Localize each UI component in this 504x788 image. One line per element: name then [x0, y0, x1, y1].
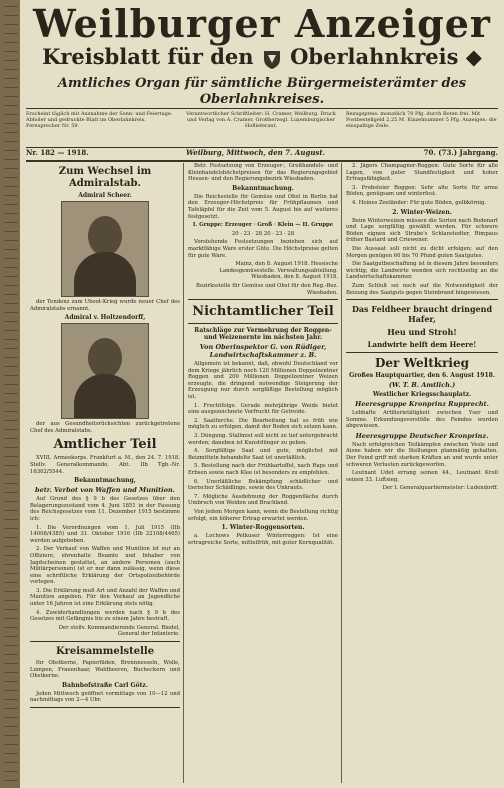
portrait-caption: Admiral Scheer. — [78, 192, 132, 199]
notice-address: Bahnhofstraße Carl Götz. — [62, 681, 148, 689]
binding-stitch — [4, 600, 18, 601]
binding-stitch — [4, 231, 18, 232]
dateline — [26, 146, 498, 162]
appeal-line: Heu und Stroh! — [387, 327, 457, 338]
binding-stitch — [4, 582, 18, 583]
binding-stitch — [4, 42, 18, 43]
section-rule — [188, 299, 338, 324]
binding-stitch — [4, 519, 18, 520]
binding-stitch — [4, 393, 18, 394]
section-heading: 1. Winter-Roggensorten. — [221, 524, 305, 532]
signature: Bezirksstelle für Gemüse und Obst für den Reg.-Bez. Wiesbaden. — [196, 282, 338, 296]
binding-stitch — [4, 357, 18, 358]
binding-stitch — [4, 609, 18, 610]
official-organ-line: Amtliches Organ für sämtliche Bürgermeisterämter des Oberlahnkreises. — [57, 75, 467, 107]
section-subheading: Heeresgruppe Kronprinz Rupprecht. — [355, 400, 489, 409]
paragraph: 3. Probsteier Roggen: Sehr alte Sorte für arme Böden, genügsam und winterfest. — [346, 184, 498, 198]
masthead — [20, 0, 504, 108]
binding-stitch — [4, 474, 18, 475]
binding-stitch — [4, 69, 18, 70]
paragraph: 7. Mögliche Ausdehnung der Roggenfläche durch Umbruch von Weiden und Brachland. — [188, 493, 338, 507]
binding-stitch — [4, 114, 18, 115]
paragraph: 4. Sorgfältige Saat und gute, möglichst mit Beizmitteln behandelte Saat ist unerläßlich. — [188, 448, 338, 461]
binding-stitch — [4, 744, 18, 745]
coat-of-arms-icon — [261, 48, 283, 70]
binding-stitch — [4, 780, 18, 781]
paragraph: Vorstehende Festsetzungen beziehen sich auf marktfähige Ware erster Güte. Die Höchstpreise gelten für gute Ware. — [188, 239, 338, 259]
binding-stitch — [4, 213, 18, 214]
subtitle-left: Kreisblatt für den — [42, 44, 254, 69]
binding-stitch — [4, 303, 18, 304]
binding-stitch — [4, 51, 18, 52]
book-binding — [0, 0, 20, 788]
binding-stitch — [4, 24, 18, 25]
binding-stitch — [4, 717, 18, 718]
binding-stitch — [4, 375, 18, 376]
paragraph: 3. Die Erklärung muß Art und Anzahl der Waffen und Munition angeben. Für den Verkauf an Jugendliche unter 16 Jahren ist eine Erklärung stets nötig. — [30, 587, 180, 608]
issue-number: Nr. 182 — 1918. — [26, 148, 89, 157]
binding-stitch — [4, 735, 18, 736]
paragraph: 6. Unerläßliche Bekämpfung schädlicher und tierischer Schädlinge, sowie des Unkrauts. — [188, 478, 338, 492]
paragraph: XVIII. Armeekorps. Frankfurt a. M., den 24. 7. 1918. Stellv. Generalkommando. Abt. IIb Tgb.-Nr. 16302/5544. — [30, 455, 180, 475]
article-heading: Ratschläge zur Vermehrung der Roggen- und Weizenernte im nächsten Jahr. — [194, 327, 332, 342]
diamond-icon: ◆ — [465, 44, 482, 69]
binding-stitch — [4, 141, 18, 142]
binding-stitch — [4, 87, 18, 88]
binding-stitch — [4, 312, 18, 313]
subtitle-right: Oberlahnkreis — [290, 44, 459, 69]
notice-heading: Kreisammelstelle — [55, 646, 155, 658]
hafer-appeal-box — [346, 299, 498, 353]
binding-stitch — [4, 384, 18, 385]
paragraph: Allgemein ist bekannt, daß, obwohl Deutschland vor dem Kriege jährlich noch 120 Millionen Doppelzentner Roggen und 200 Millionen Doppelzentner Weizen erzeugte, die dringend notwendige Steigerung der Erzeugung nur durch sorgfältige Bestellung möglich ist. — [188, 361, 338, 401]
binding-stitch — [4, 330, 18, 331]
binding-stitch — [4, 636, 18, 637]
portrait-text: der Tendenz zum Uboot-Krieg wurde neuer Chef des Admiralstabs ernannt. — [30, 299, 180, 312]
binding-stitch — [4, 753, 18, 754]
binding-stitch — [4, 204, 18, 205]
paragraph: Betr. Festsetzung von Erzeuger-, Großhandels- und Kleinhandelshöchstpreisen für das Regierungsgebiet Hessen- und den Regierungsbezirk Wiesbaden. — [188, 163, 338, 183]
binding-stitch — [4, 429, 18, 430]
binding-stitch — [4, 663, 18, 664]
amtlicher-teil-heading: Amtlicher Teil — [53, 437, 157, 453]
notice-box — [30, 641, 180, 708]
paragraph: 4. Zuwiderhandlungen werden nach § 9 b des Gesetzes mit Gefängnis bis zu einem Jahre bestraft. — [30, 609, 180, 623]
portrait-caption: Admiral v. Holtzendorff, — [64, 314, 146, 322]
binding-stitch — [4, 186, 18, 187]
paragraph: für Obstkerne, Papierfäden, Brennnesseln, Wolle, Lumpen, Frauenhaar, Waldbeeren, Bucheckern und Obstkerne. — [30, 660, 180, 680]
binding-stitch — [4, 348, 18, 349]
paragraph: Auf Grund des § 9 b des Gesetzes über den Belagerungszustand vom 4. Juni 1851 in der Fassung des Reichsgesetzes vom 11. Dezember 1915 bestimme ich: — [30, 496, 180, 522]
section-subheading: betr. Verbot von Waffen und Munition. — [35, 486, 175, 495]
section-heading: Westlicher Kriegsschauplatz. — [372, 391, 472, 399]
binding-stitch — [4, 321, 18, 322]
binding-stitch — [4, 420, 18, 421]
volume-number: 70. (73.) Jahrgang. — [423, 148, 498, 157]
binding-stitch — [4, 537, 18, 538]
paragraph: 1. Fruchtfolge. Gerade mehrjährige Weide bietet eine ausgezeichnete Vorfrucht für Getreide. — [188, 402, 338, 416]
binding-stitch — [4, 510, 18, 511]
binding-stitch — [4, 591, 18, 592]
price-info: Bezugspreis: monatlich 70 Pfg. durch Boten frei. Mit Postbestellgeld 2,25 M. Einzelnummer 5 Pfg. Anzeigen: die einspaltige Zeile. — [346, 111, 497, 129]
binding-stitch — [4, 528, 18, 529]
publication-info: Erscheint täglich mit Ausnahme der Sonn- und Feiertage. Abholer und gedruckte Blatt im Oberlahnkreis. Fernsprecher Nr. 59. — [26, 111, 173, 129]
binding-stitch — [4, 60, 18, 61]
newspaper-page — [20, 0, 504, 788]
binding-stitch — [4, 159, 18, 160]
paragraph: Die Aussaat soll nicht zu dicht erfolgen; auf den Morgen genügen 60 bis 70 Pfund guten Saatgutes. — [346, 245, 498, 259]
binding-stitch — [4, 681, 18, 682]
binding-stitch — [4, 708, 18, 709]
paragraph: Von jedem Morgen kann, wenn die Bestellung richtig erfolgt, ein höherer Ertrag erwartet werden. — [188, 508, 338, 522]
paragraph: 5. Bestellung nach der Frühkartoffel, nach Raps und Erbsen sowie nach Klee ist besonders zu empfehlen. — [188, 463, 338, 476]
binding-stitch — [4, 456, 18, 457]
binding-stitch — [4, 6, 18, 7]
paragraph: Leutnant Udet errang seinen 44., Leutnant Kroll seinen 33. Luftsieg. — [346, 470, 498, 483]
report-source: (W. T. B. Amtlich.) — [388, 381, 456, 390]
binding-stitch — [4, 699, 18, 700]
binding-stitch — [4, 195, 18, 196]
header-info-row — [26, 108, 498, 148]
section-subheading: Heeresgruppe Deutscher Kronprinz. — [355, 431, 489, 440]
report-dateline: Großes Hauptquartier, den 6. August 1918. — [349, 372, 495, 380]
binding-stitch — [4, 267, 18, 268]
binding-stitch — [4, 654, 18, 655]
weltkrieg-heading: Der Weltkrieg — [375, 356, 469, 371]
binding-stitch — [4, 762, 18, 763]
binding-stitch — [4, 105, 18, 106]
portrait-holtzendorff — [61, 323, 149, 419]
paragraph: 3. Düngung. Stallmist soll nicht zu tief untergebracht werden; daneben ist Kunstdünger zu geben. — [188, 433, 338, 446]
column-3 — [346, 163, 498, 494]
appeal-line: Das Feldheer braucht dringend Hafer, — [351, 304, 493, 325]
binding-stitch — [4, 132, 18, 133]
signature: Der stellv. Kommandierende General. Riedel, General der Infanterie. — [58, 624, 180, 638]
binding-stitch — [4, 483, 18, 484]
binding-stitch — [4, 339, 18, 340]
column-divider — [183, 163, 184, 783]
section-heading: Bekanntmachung, — [74, 477, 136, 485]
binding-stitch — [4, 411, 18, 412]
appeal-line: Landwirte helft dem Heere! — [367, 340, 477, 350]
paragraph: Lebhafte Artillerietätigkeit zwischen Yser und Somme. Erkundungsvorstöße des Feindes wurden abgewiesen. — [346, 410, 498, 430]
binding-stitch — [4, 15, 18, 16]
binding-stitch — [4, 501, 18, 502]
binding-stitch — [4, 240, 18, 241]
newspaper-title: Weilburger Anzeiger — [33, 1, 491, 46]
paragraph: Die Saatgutbeschaffung ist in diesem Jahre besonders wichtig; die Landwirte wenden sich rechtzeitig an die Landwirtschaftskammer. — [346, 261, 498, 281]
paragraph: Beim Winterweizen müssen die Sorten nach Bodenart und Lage sorgfältig gewählt werden. Für schwere Böden eignen sich Strube's Schlanstedter, Rimpaus früher Bastard und Criewener. — [346, 217, 498, 244]
binding-stitch — [4, 618, 18, 619]
binding-stitch — [4, 438, 18, 439]
signature: Mainz, den 8. August 1918. Hessische Landesgemüsestelle. Verwaltungsabteilung. Wiesbaden, den 8. August 1918. — [219, 261, 338, 281]
nichtamtlicher-teil-heading: Nichtamtlicher Teil — [192, 304, 334, 320]
paragraph: 2. Der Verkauf von Waffen und Munition ist nur an Offiziere, ehrenhalte Beamte und Inhaber von Jagdscheinen gestattet, an andere Personen (auch Militärpersonen) ist er nur dann zulässig, wenn diese eine schriftliche Erklärung der Ortspolizeibehörde vorlegen. — [30, 546, 180, 586]
binding-stitch — [4, 492, 18, 493]
binding-stitch — [4, 402, 18, 403]
binding-stitch — [4, 168, 18, 169]
portrait-text: der aus Gesundheitsrücksichten zurückgetretene Chef des Admiralstabs. — [30, 421, 180, 434]
column-2 — [188, 163, 338, 548]
binding-stitch — [4, 285, 18, 286]
binding-stitch — [4, 294, 18, 295]
binding-stitch — [4, 465, 18, 466]
section-heading: 2. Winter-Weizen. — [392, 208, 452, 216]
binding-stitch — [4, 627, 18, 628]
binding-stitch — [4, 249, 18, 250]
binding-stitch — [4, 555, 18, 556]
portrait-scheer — [61, 201, 149, 297]
binding-stitch — [4, 726, 18, 727]
admiralstab-heading: Zum Wechsel im Admiralstab. — [58, 166, 152, 189]
binding-stitch — [4, 564, 18, 565]
paragraph: 1. Die Verordnungen vom 1. Juli 1915 (IIb 14008/4385) und 31. Oktober 1916 (IIb 22108/4465) werden aufgehoben. — [30, 524, 180, 544]
editor-info: Verantwortlicher Schriftleiter: H. Cramer, Weilburg. Druck und Verlag von A. Cramer, Großherzogl. Luxemburgischer Hoflieferant. — [186, 111, 336, 129]
binding-stitch — [4, 573, 18, 574]
paragraph: 2. Jägers Champagner-Roggen: Gute Sorte für alle Lagen, von guter Standfestigkeit und hoher Ertragsfähigkeit. — [346, 163, 498, 183]
binding-stitch — [4, 672, 18, 673]
section-heading: Bekanntmachung. — [232, 184, 294, 192]
paragraph: Jeden Mittwoch geöffnet vormittags von 10—12 und nachmittags von 2—4 Uhr. — [30, 690, 180, 704]
binding-stitch — [4, 690, 18, 691]
column-1 — [30, 163, 180, 711]
binding-stitch — [4, 258, 18, 259]
paragraph: a. Lochows Petkuser Winterroggen: Ist eine ertragreiche Sorte, mittelfrüh, mit guter Kornqualität. — [188, 533, 338, 546]
binding-stitch — [4, 366, 18, 367]
paragraph: 2. Saatfurche. Die Bearbeitung hat so früh wie möglich zu erfolgen, damit der Boden sich setzen kann. — [188, 417, 338, 431]
binding-stitch — [4, 771, 18, 772]
binding-stitch — [4, 177, 18, 178]
paragraph: 4. Heines Zeeländer: Für gute Böden, gelbkörnig. — [352, 199, 487, 206]
binding-stitch — [4, 546, 18, 547]
paragraph: Nach erfolgreichen Teilkämpfen zwischen Vesle und Aisne haben wir die Stellungen planmäßig gehalten. Der Feind griff mit starken Kräften an und wurde unter schweren Verlusten zurückgeworfen. — [346, 441, 498, 468]
binding-stitch — [4, 96, 18, 97]
binding-stitch — [4, 33, 18, 34]
binding-stitch — [4, 447, 18, 448]
article-author: Von Oberinspektor G. von Rüdiger, Landwirtschaftskammer z. B. — [199, 343, 327, 360]
binding-stitch — [4, 222, 18, 223]
binding-stitch — [4, 276, 18, 277]
binding-stitch — [4, 123, 18, 124]
newspaper-subtitle — [20, 46, 504, 70]
issue-date: Weilburg, Mittwoch, den 7. August. — [186, 148, 326, 157]
paragraph: Zum Schluß sei noch auf die Notwendigkeit der Beizung des Saatguts gegen Steinbrand hingewiesen. — [346, 282, 498, 296]
signature: Der I. Generalquartiermeister: Ludendorff. — [382, 485, 498, 492]
paragraph: Die Reichsstelle für Gemüse und Obst in Berlin hat den Erzeuger-Höchstpreis für Frühpflaumen und Tafeläpfel für die Zeit vom 5. August bis auf weiteres festgesetzt. — [188, 193, 338, 220]
price-table-values: 20 · 23 · 28 20 · 23 · 28 — [231, 230, 295, 237]
binding-stitch — [4, 645, 18, 646]
binding-stitch — [4, 150, 18, 151]
binding-stitch — [4, 78, 18, 79]
price-table-head: I. Gruppe: Erzeuger · Groß · Klein — II. Gruppe — [192, 222, 334, 229]
column-divider — [341, 163, 342, 783]
